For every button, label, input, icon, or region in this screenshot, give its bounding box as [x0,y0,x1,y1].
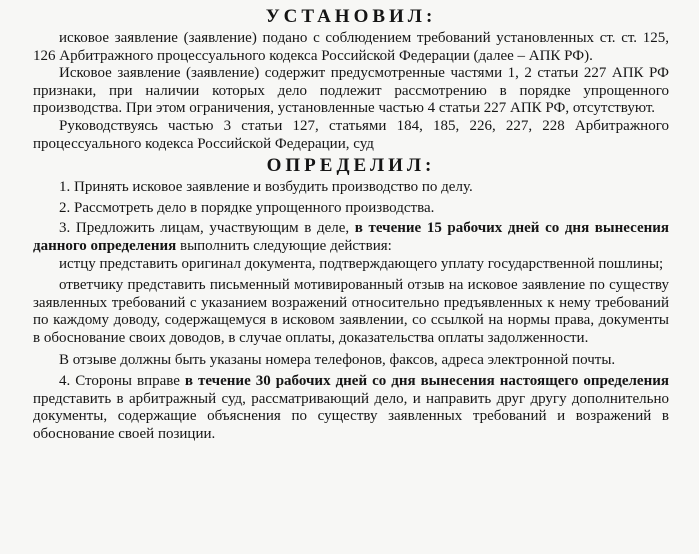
ruling-item-3-deadline: в течение 15 рабочих дней со дня вынесения данного определения [33,220,669,254]
ruling-item-4-text-end: представить в арбитражный суд, рассматривающий дело, и направить друг другу дополнительно документы, содержащие объяснения по существу заявленных требований и возражений в обоснование своей позиции. [33,390,669,442]
ruling-item-4-text: 4. Стороны вправе [59,373,185,390]
ruling-item-1: 1. Принять исковое заявление и возбудить производство по делу. [59,179,473,196]
ruling-item-2: 2. Рассмотреть дело в порядке упрощенного производства. [59,199,435,216]
heading-ruled: ОПРЕДЕЛИЛ: [266,155,436,177]
paragraph-filing-compliance: исковое заявление (заявление) подано с соблюдением требований установленных ст. ст. 125, 126 Арбитражного процессуального кодекса Российской Федерации (далее – АПК РФ). [33,30,669,64]
ruling-contacts-note: В отзыве должны быть указаны номера телефонов, факсов, адреса электронной почты. [59,351,616,368]
ruling-defendant-duty: ответчику представить письменный мотивированный отзыв на исковое заявление по существу заявленных требований с указанием возражений относительно предъявленных к нему требований по каждому доводу, содержащемуся в исковом заявлении, со ссылкой на нормы права, документы в обоснование своих доводов, в случае оплаты, доказательства оплаты задолженности. [33,277,669,346]
ruling-item-4 [33,373,669,443]
paragraph-simplified-procedure: Исковое заявление (заявление) содержит предусмотренные частями 1, 2 статьи 227 АПК РФ признаки, при наличии которых дело подлежит рассмотрению в порядке упрощенного производства. При этом ограничения, установленные частью 4 статьи 227 АПК РФ, отсутствуют. [33,65,669,117]
ruling-item-4-deadline: в течение 30 рабочих дней со дня вынесения настоящего определения [184,373,669,390]
paragraph-legal-basis: Руководствуясь частью 3 статьи 127, статьями 184, 185, 226, 227, 228 Арбитражного процессуального кодекса Российской Федерации, суд [33,117,669,152]
ruling-item-3 [33,220,669,255]
ruling-item-3-text: 3. Предложить лицам, участвующим в деле, [59,220,355,237]
heading-established: УСТАНОВИЛ: [265,6,437,27]
ruling-plaintiff-duty: истцу представить оригинал документа, подтверждающего уплату государственной пошлины; [59,255,664,272]
ruling-item-3-text-end: выполнить следующие действия: [176,237,392,254]
